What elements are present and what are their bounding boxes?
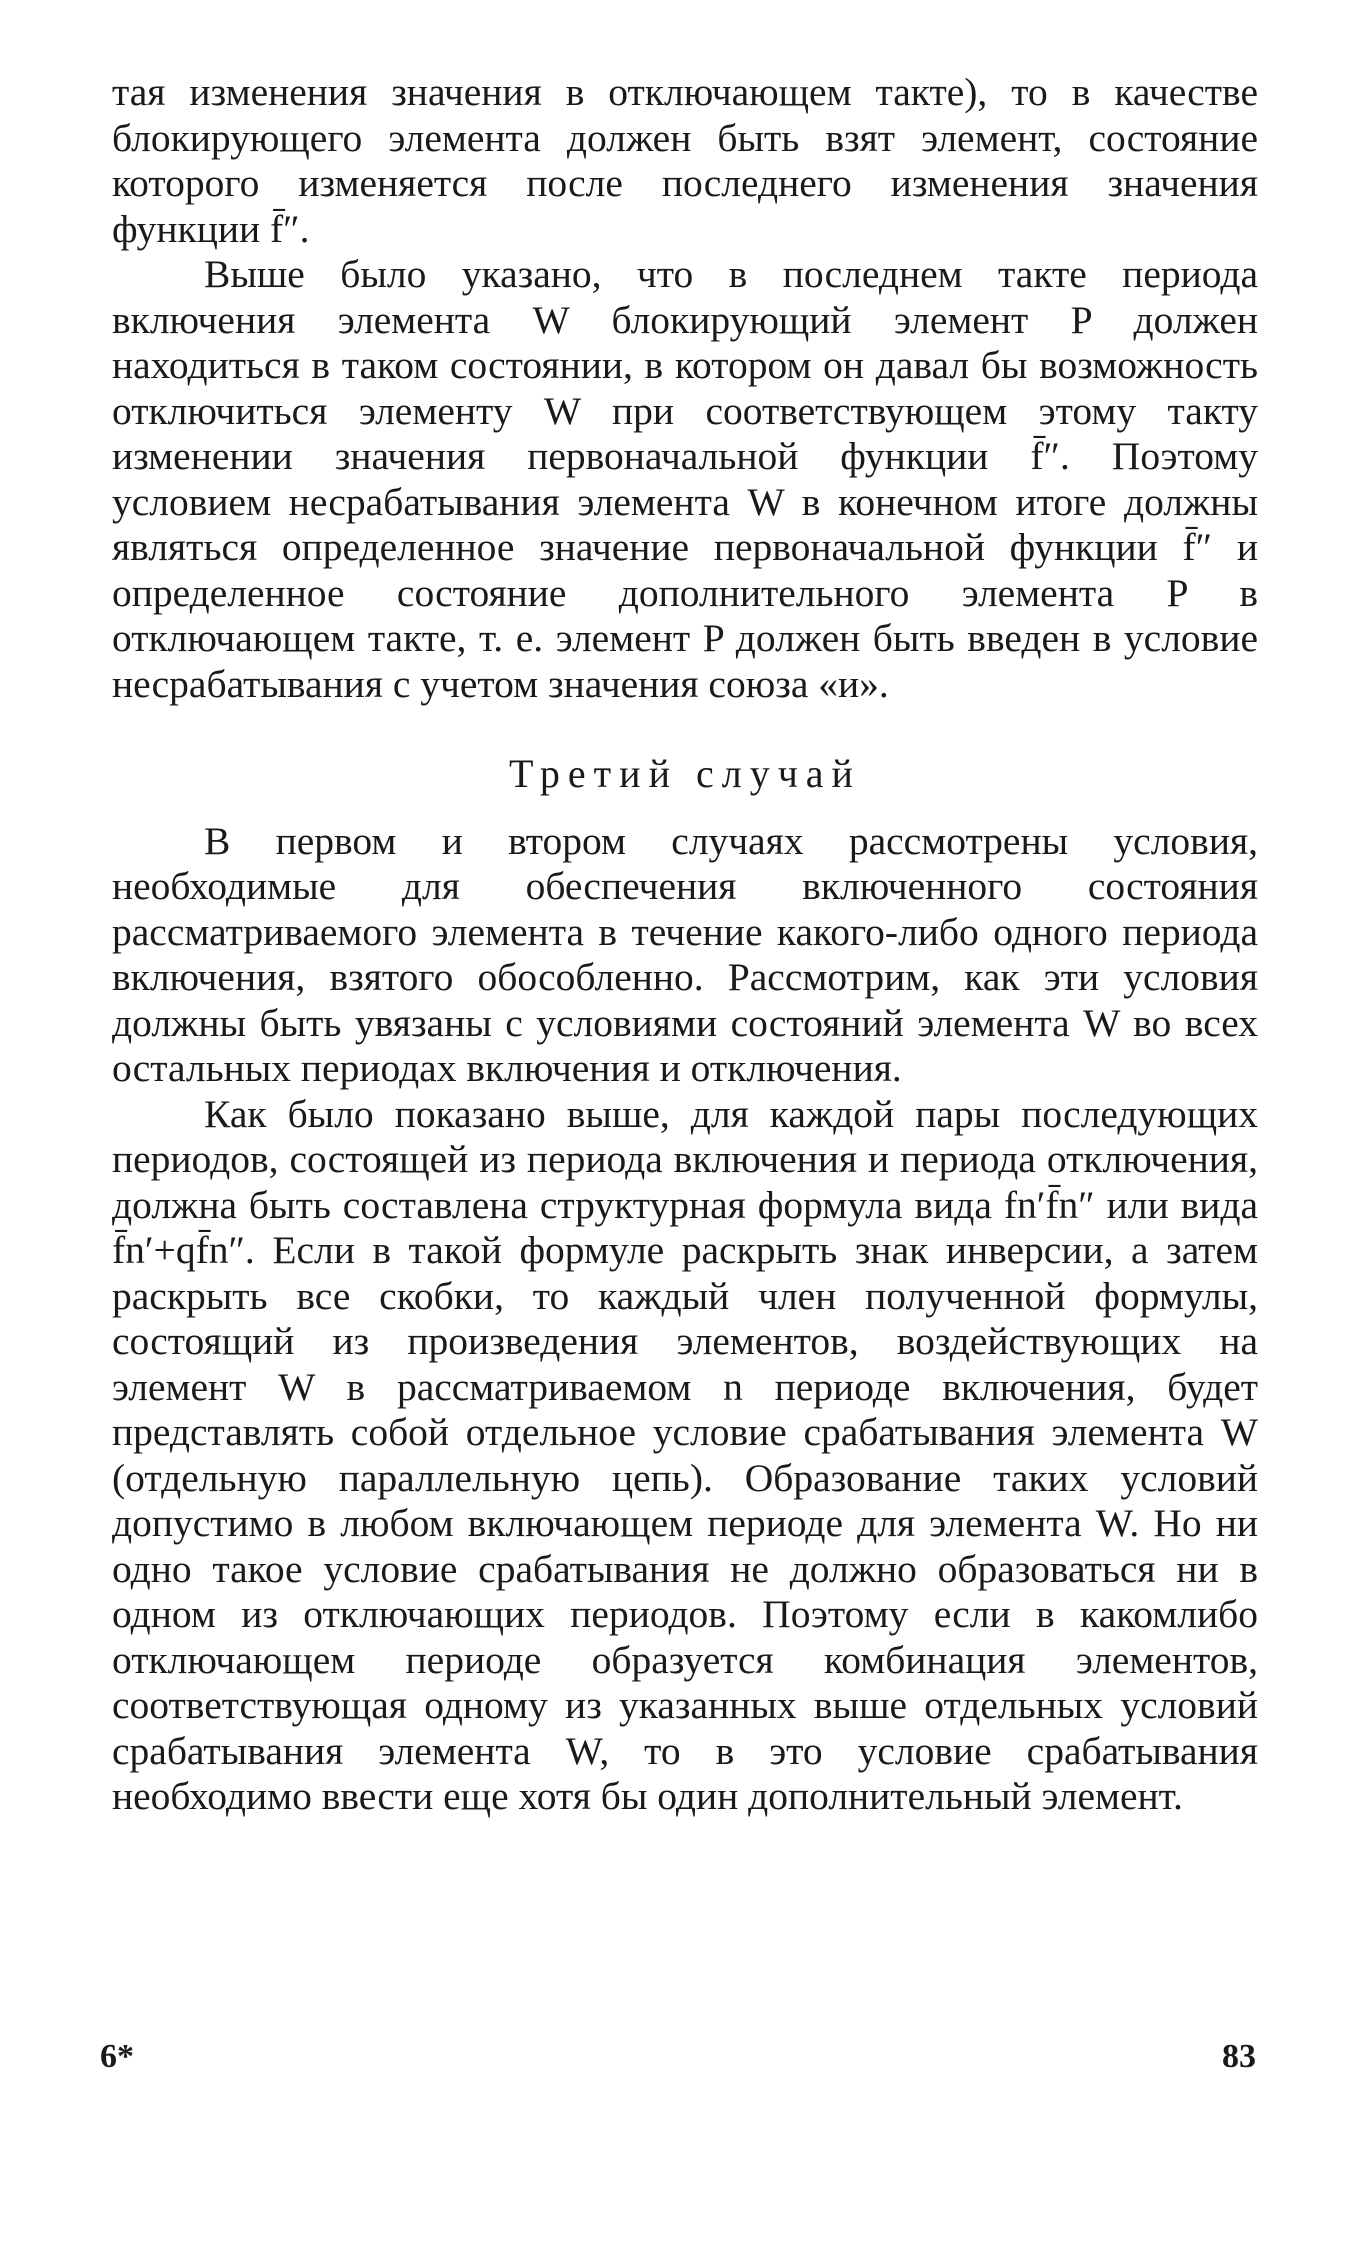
signature-mark: 6*: [100, 2038, 134, 2075]
paragraph-structural-formula: Как было показано выше, для каждой пары последующих периодов, состоящей из периода включения и периода отключения, должна быть составлена структурная формула вида fn′f̄n″ или вида f̄n′+qf̄n″. Если в такой формуле раскрыть знак инверсии, а затем раскрыть все скобки, то каждый член полученной формулы, состоящий из произведения элементов, воздействующих на элемент W в рассматриваемом n периоде включения, будет представлять собой отдельное условие срабатывания элемента W (отдельную параллельную цепь). Образование таких условий допустимо в любом включающем периоде для элемента W. Но ни одно такое условие срабатывания не должно образоваться ни в одном из отключающих периодов. Поэтому если в какомлибо отключающем периоде образуется комбинация элементов, соответствующая одному из указанных выше отдельных условий срабатывания элемента W, то в это условие срабатывания необходимо ввести еще хотя бы один дополнительный элемент.: [112, 1091, 1258, 1818]
section-heading: Третий случай: [509, 751, 861, 796]
page-body: [112, 70, 1258, 1820]
paragraph-blocking-element: Выше было указано, что в последнем такте периода включения элемента W блокирующий элемент P должен находиться в таком состоянии, в котором он давал бы возможность отключиться элементу W при соответствующем этому такту изменении значения первоначальной функции f̄″. Поэтому условием несрабатывания элемента W в конечном итоге должны являться определенное значение первоначальной функции f̄″ и определенное состояние дополнительного элемента P в отключающем такте, т. е. элемент P должен быть введен в условие несрабатывания с учетом значения союза «и».: [112, 252, 1258, 706]
paragraph-first-second-cases: В первом и втором случаях рассмотрены условия, необходимые для обеспечения включенного состояния рассматриваемого элемента в течение какого-либо одного периода включения, взятого обособленно. Рассмотрим, как эти условия должны быть увязаны с условиями состояний элемента W во всех остальных периодах включения и отключения.: [112, 818, 1258, 1090]
page-footer: [100, 2038, 1260, 2088]
paragraph-continuation: тая изменения значения в отключающем такте), то в качестве блокирующего элемента должен быть взят элемент, состояние которого изменяется после последнего изменения значения функции f̄″.: [112, 70, 1258, 251]
page-number: 83: [1222, 2038, 1256, 2075]
